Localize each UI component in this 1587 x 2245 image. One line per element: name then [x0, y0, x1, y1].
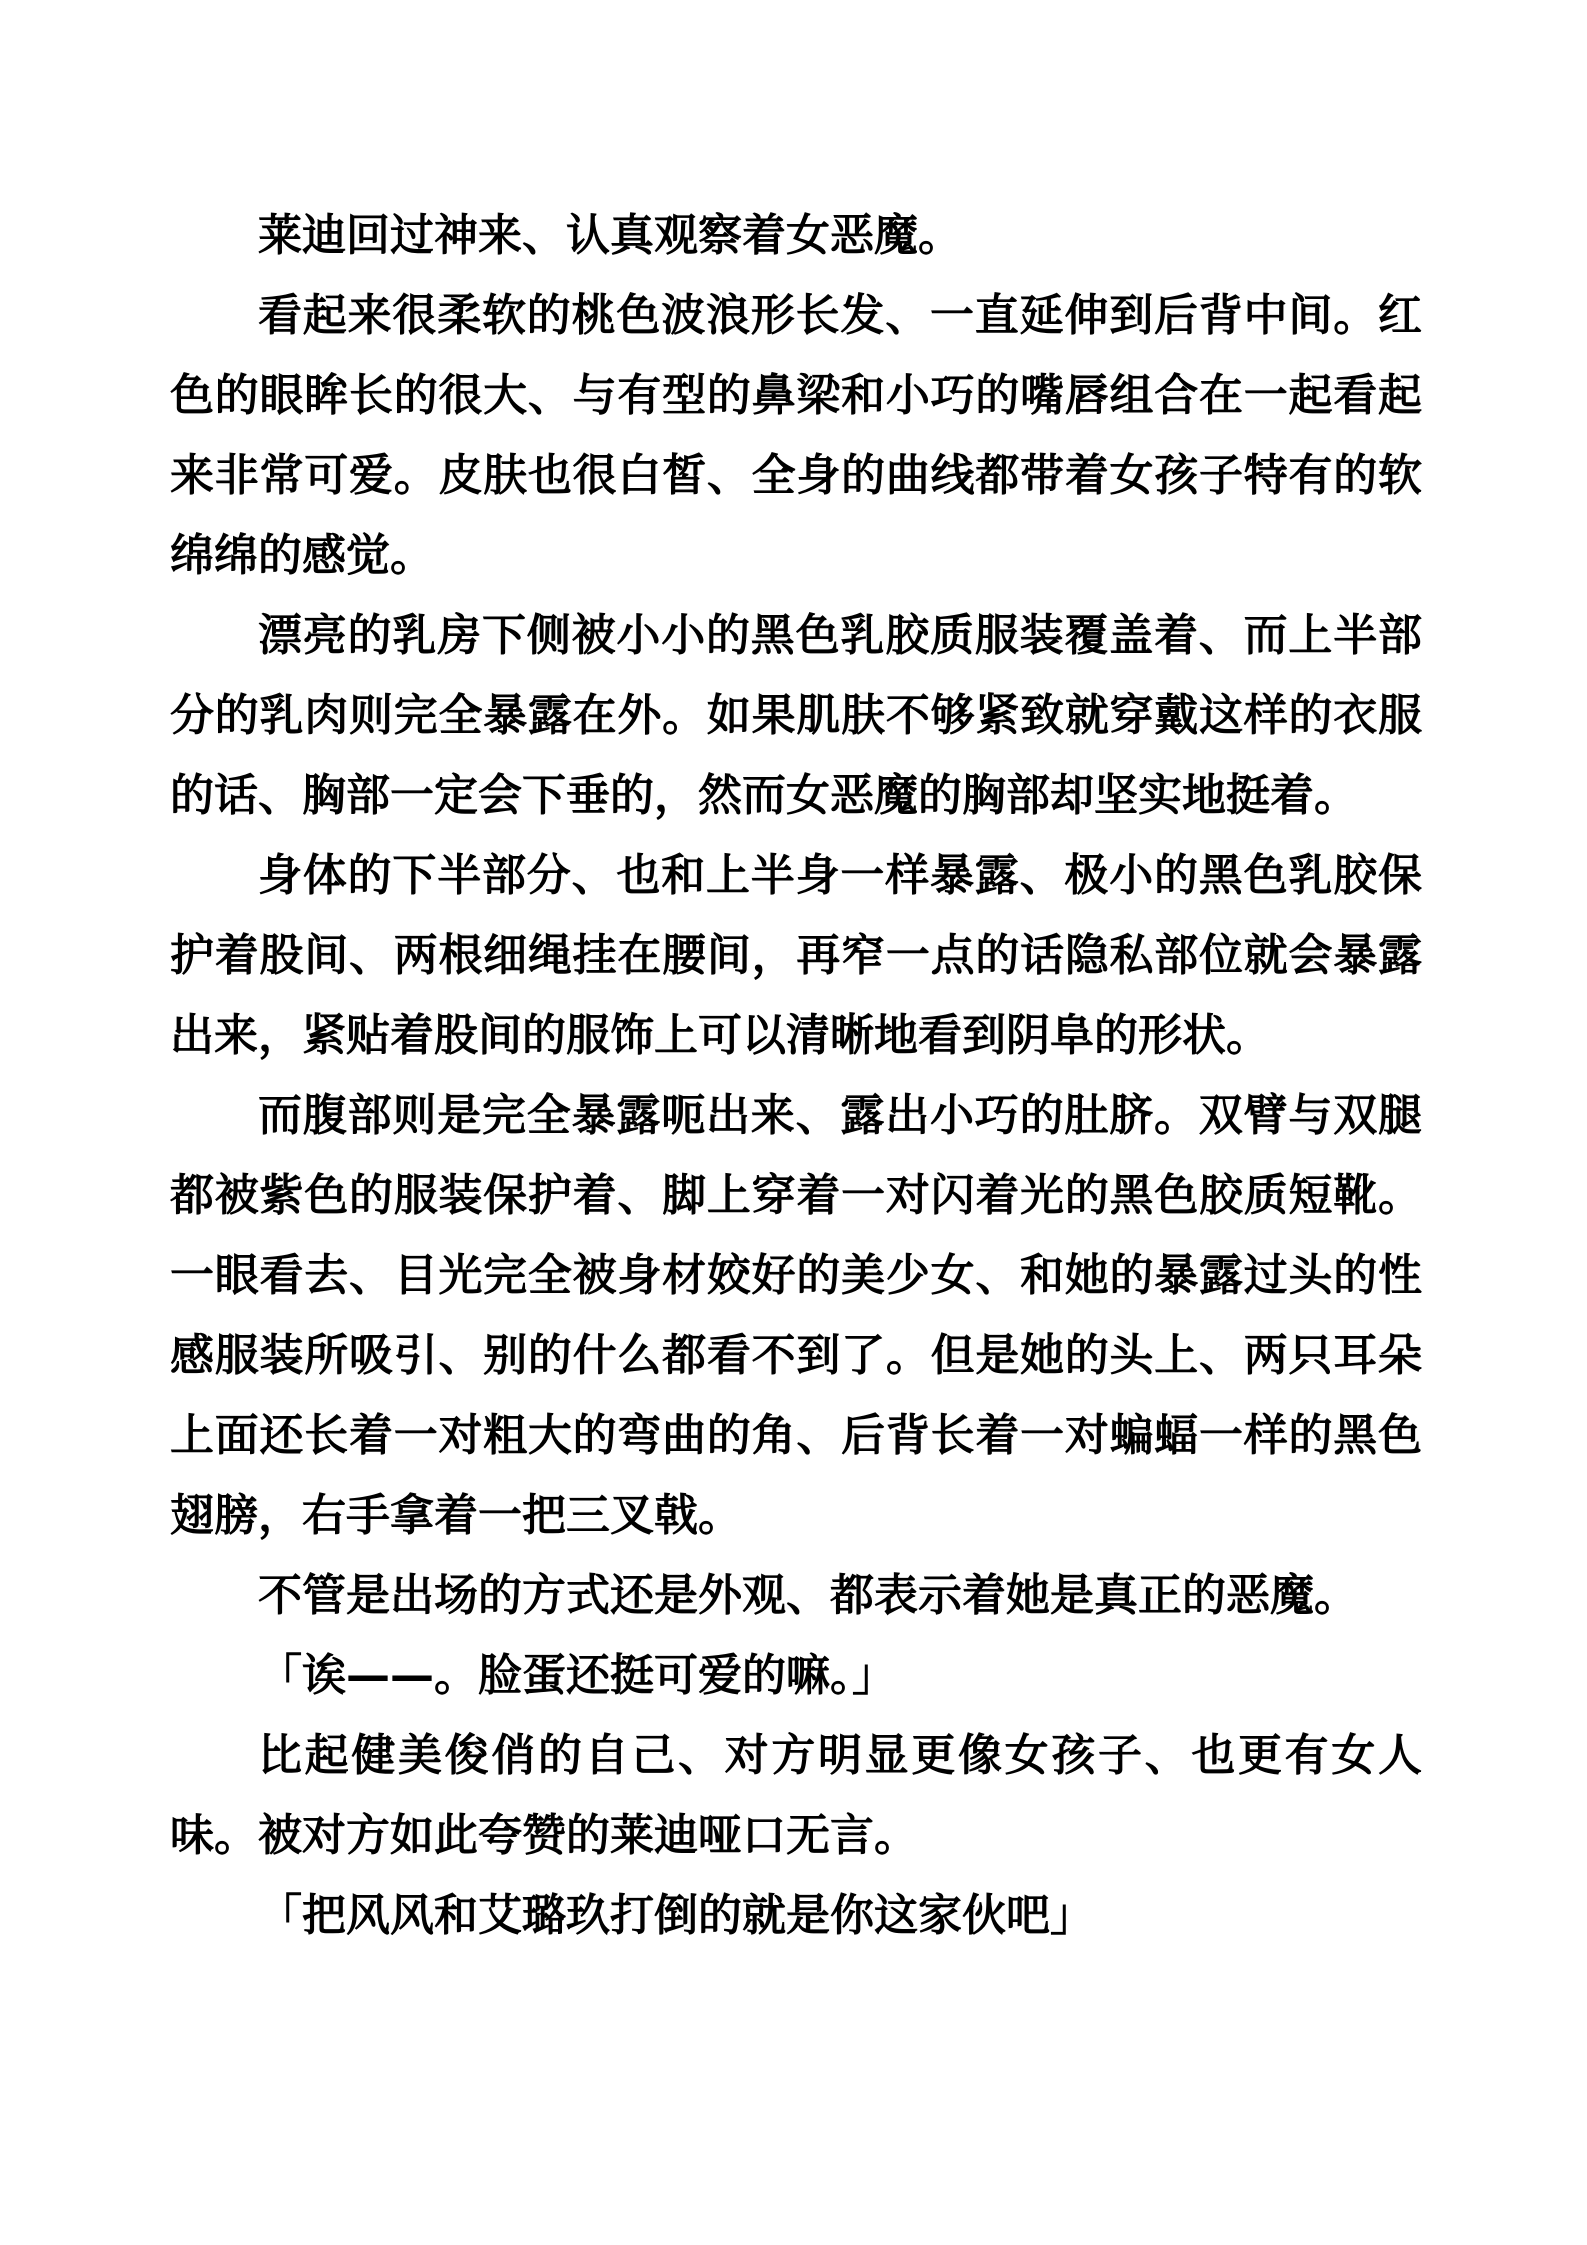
- paragraph: 比起健美俊俏的自己、对方明显更像女孩子、也更有女人味。被对方如此夸赞的莱迪哑口无言。: [170, 1730, 1422, 1861]
- paragraph-quote: 「诶——。脸蛋还挺可爱的嘛。」: [258, 1650, 896, 1701]
- paragraph: 不管是出场的方式还是外观、都表示着她是真正的恶魔。: [258, 1570, 1358, 1621]
- paragraph: 而腹部则是完全暴露呃出来、露出小巧的肚脐。双臂与双腿都被紫色的服装保护着、脚上穿着一对闪着光的黑色胶质短靴。一眼看去、目光完全被身材姣好的美少女、和她的暴露过头的性感服装所吸引、别的什么都看不到了。但是她的头上、两只耳朵上面还长着一对粗大的弯曲的角、后背长着一对蝙蝠一样的黑色翅膀，右手拿着一把三叉戟。: [170, 1090, 1422, 1541]
- text-body: [170, 196, 1422, 1956]
- paragraph-quote: 「把风风和艾璐玖打倒的就是你这家伙吧」: [258, 1890, 1094, 1941]
- paragraph: 看起来很柔软的桃色波浪形长发、一直延伸到后背中间。红色的眼眸长的很大、与有型的鼻梁和小巧的嘴唇组合在一起看起来非常可爱。皮肤也很白皙、全身的曲线都带着女孩子特有的软绵绵的感觉。: [170, 290, 1422, 581]
- paragraph: 身体的下半部分、也和上半身一样暴露、极小的黑色乳胶保护着股间、两根细绳挂在腰间，再窄一点的话隐私部位就会暴露出来，紧贴着股间的服饰上可以清晰地看到阴阜的形状。: [170, 850, 1422, 1061]
- paragraph: 漂亮的乳房下侧被小小的黑色乳胶质服装覆盖着、而上半部分的乳肉则完全暴露在外。如果肌肤不够紧致就穿戴这样的衣服的话、胸部一定会下垂的，然而女恶魔的胸部却坚实地挺着。: [170, 610, 1422, 821]
- paragraph: 莱迪回过神来、认真观察着女恶魔。: [258, 210, 962, 261]
